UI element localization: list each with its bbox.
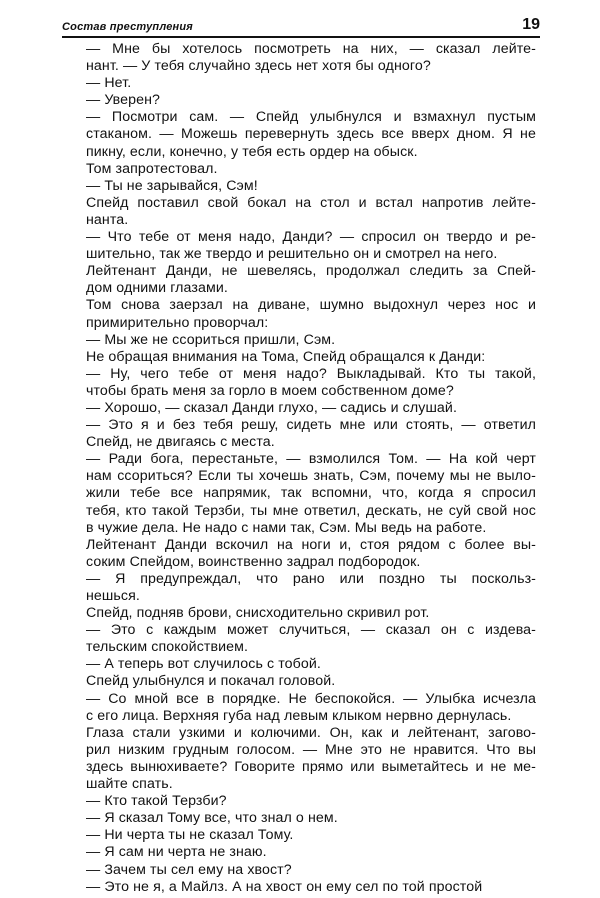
text-line: — Уверен? bbox=[86, 92, 161, 109]
text-line: — Что тебе от меня надо, Данди? — спросил он твердо и ре- bbox=[86, 229, 536, 246]
text-line: Лейтенант Данди, не шевелясь, продолжал следить за Спей- bbox=[86, 263, 536, 280]
text-line: — А теперь вот случилось с тобой. bbox=[86, 656, 321, 673]
text-line: — Ни черта ты не сказал Тому. bbox=[86, 827, 294, 844]
text-line: — Со мной все в порядке. Не беспокойся. — Улыбка исчезла bbox=[86, 690, 536, 707]
body-text bbox=[86, 41, 536, 896]
text-line: стаканом. — Можешь перевернуть здесь все вверх дном. Я не bbox=[86, 126, 536, 143]
text-line: Спейд поставил свой бокал на стол и встал напротив лейте- bbox=[86, 194, 536, 211]
text-line: тельским спокойствием. bbox=[86, 639, 249, 656]
text-line: — Это с каждым может случиться, — сказал он с издева- bbox=[86, 622, 536, 639]
text-line: чтобы брать меня за горло в моем собственном доме? bbox=[86, 382, 454, 399]
text-line: примирительно проворчал: bbox=[86, 314, 269, 331]
text-line: нешься. bbox=[86, 588, 140, 604]
text-line: — Я сказал Тому все, что знал о нем. bbox=[86, 810, 338, 827]
text-line: — Ну, чего тебе от меня надо? Выкладывай. Кто ты такой, bbox=[86, 365, 536, 382]
text-line: пикну, если, конечно, у тебя есть ордер на обыск. bbox=[86, 143, 418, 160]
text-line: — Я сам ни черта не знаю. bbox=[86, 844, 267, 861]
text-line: — Ради бога, перестаньте, — взмолился Том. — На кой черт bbox=[86, 451, 536, 468]
text-line: Спейд, не двигаясь с места. bbox=[86, 434, 275, 451]
text-line: жили тебе все напрямик, так вспомни, что, когда я спросил bbox=[86, 485, 536, 502]
text-line: — Это я и без тебя решу, сидеть мне или стоять, — ответил bbox=[86, 417, 536, 434]
text-line: — Кто такой Терзби? bbox=[86, 793, 227, 810]
page-number: 19 bbox=[522, 16, 540, 33]
text-line: — Это не я, а Майлз. А на хвост он ему сел по той простой bbox=[86, 878, 483, 895]
text-line: с его лица. Верхняя губа над левым клыком нервно дернулась. bbox=[86, 707, 512, 724]
running-header bbox=[62, 10, 540, 38]
text-line: нант. — У тебя случайно здесь нет хотя бы одного? bbox=[86, 58, 431, 75]
text-line: Глаза стали узкими и колючими. Он, как и лейтенант, загово- bbox=[86, 724, 536, 741]
text-line: — Мне бы хотелось посмотреть на них, — сказал лейте- bbox=[86, 41, 536, 57]
text-line: — Зачем ты сел ему на хвост? bbox=[86, 861, 292, 878]
text-line: шительно, так же твердо и решительно он и смотрел на него. bbox=[86, 246, 498, 263]
text-line: — Посмотри сам. — Спейд улыбнулся и взмахнул пустым bbox=[86, 109, 536, 126]
text-line: — Мы же не ссориться пришли, Сэм. bbox=[86, 331, 336, 348]
text-line: соким Спейдом, воинственно задрал подбородок. bbox=[86, 553, 421, 570]
text-line: шайте спать. bbox=[86, 776, 173, 793]
text-line: в чужие дела. Не надо с нами так, Сэм. Мы ведь на работе. bbox=[86, 519, 487, 536]
text-line: нам ссориться? Если ты хочешь знать, Сэм, почему мы не выло- bbox=[86, 468, 536, 485]
text-line: нанта. bbox=[86, 211, 129, 228]
text-line: Спейд, подняв брови, снисходительно скривил рот. bbox=[86, 605, 430, 622]
text-line: — Ты не зарывайся, Сэм! bbox=[86, 177, 258, 194]
text-line: — Я предупреждал, что рано или поздно ты поскольз- bbox=[86, 570, 536, 587]
text-line: — Нет. bbox=[86, 75, 132, 92]
running-title: Состав преступления bbox=[62, 21, 193, 33]
text-line: здесь вынюхиваете? Говорите прямо или выметайтесь и не ме- bbox=[86, 758, 536, 775]
text-line: Не обращая внимания на Тома, Спейд обращался к Данди: bbox=[86, 348, 486, 365]
text-line: Том снова заерзал на диване, шумно выдохнул через нос и bbox=[86, 297, 536, 314]
text-line: рил низким грудным голосом. — Мне это не нравится. Что вы bbox=[86, 741, 536, 758]
text-line: — Хорошо, — сказал Данди глухо, — садись и слушай. bbox=[86, 399, 457, 416]
text-line: Спейд улыбнулся и покачал головой. bbox=[86, 673, 336, 690]
text-line: тебя, кто такой Терзби, ты мне ответил, дескать, не суй свой нос bbox=[86, 502, 536, 519]
text-line: дом одними глазами. bbox=[86, 280, 228, 297]
text-line: Лейтенант Данди вскочил на ноги и, стоя рядом с более вы- bbox=[86, 536, 536, 553]
text-line: Том запротестовал. bbox=[86, 160, 218, 177]
